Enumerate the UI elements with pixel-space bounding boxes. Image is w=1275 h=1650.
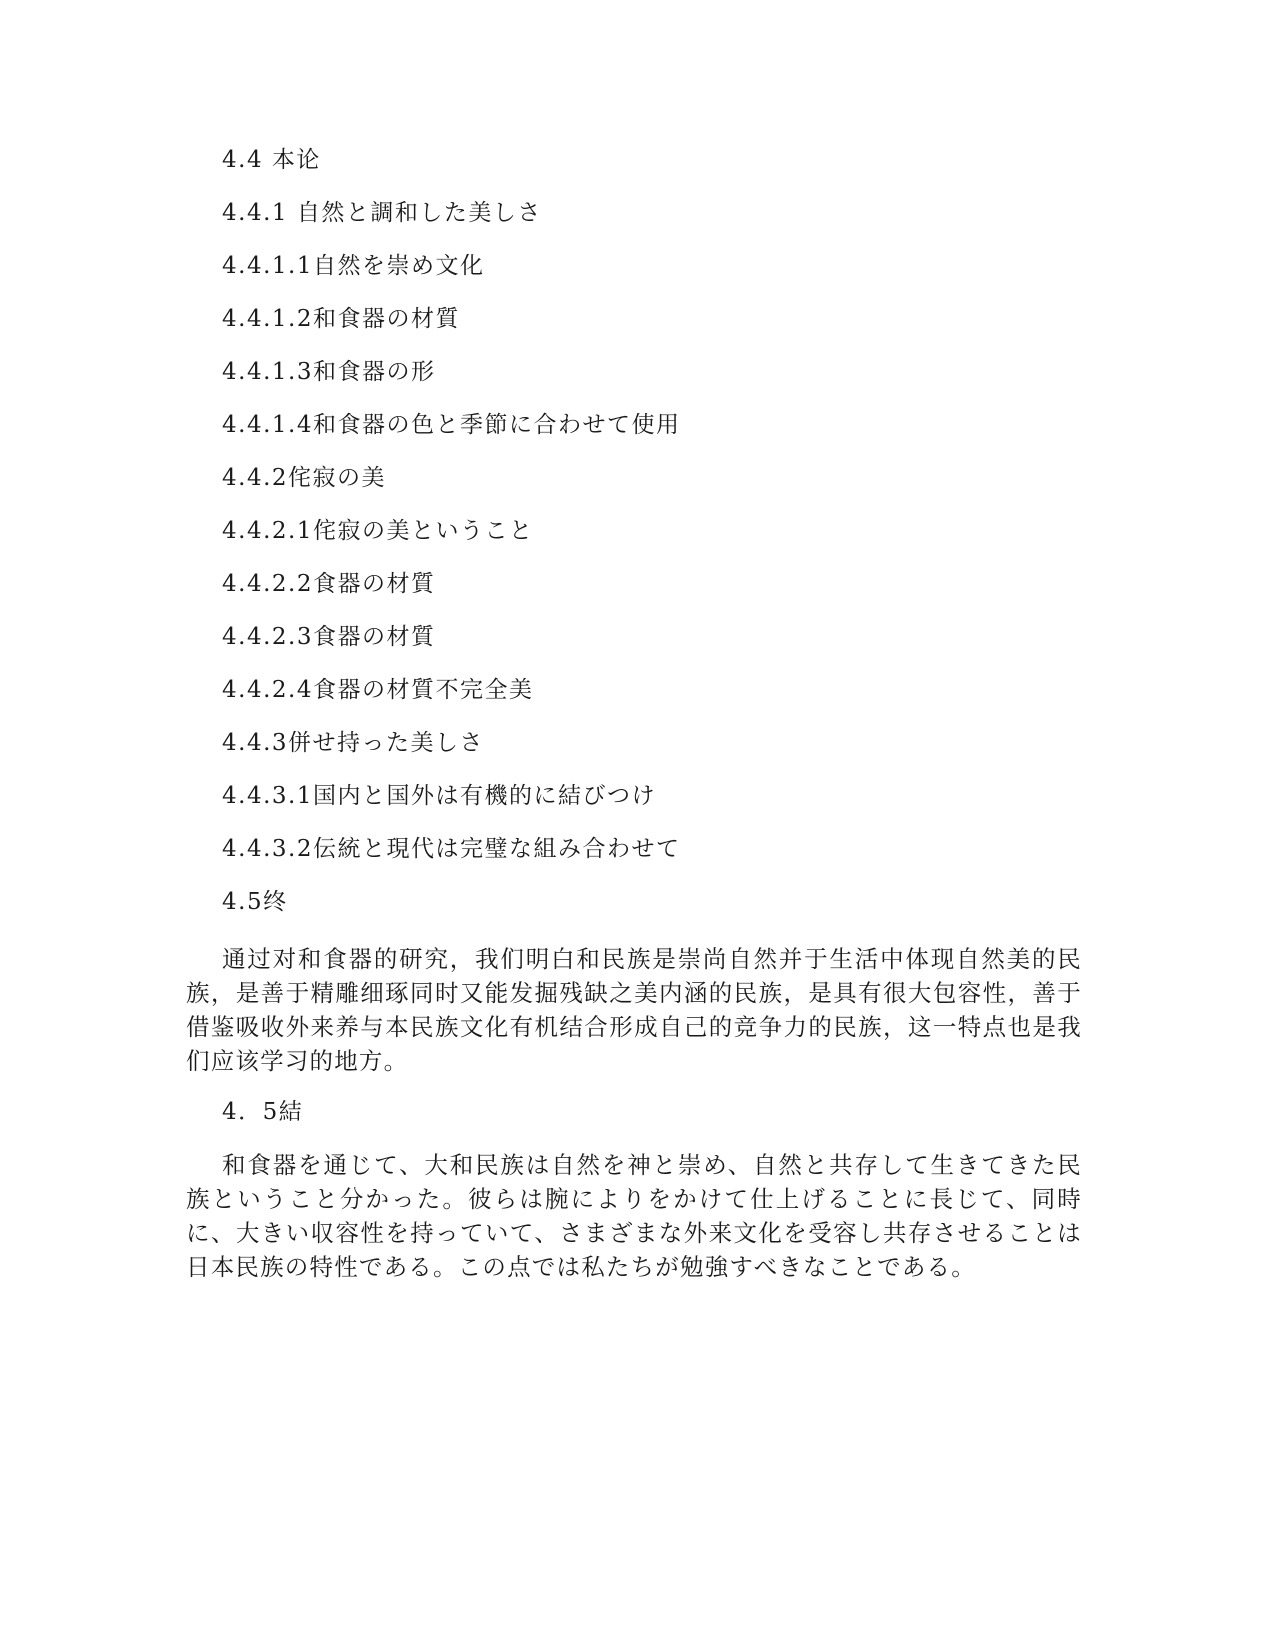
section-outline [222,148,1082,943]
outline-item: 4.4.2.2食器の材質 [222,571,436,597]
outline-item: 4.5终 [222,889,288,915]
conclusion-paragraph-japanese: 和食器を通じて、大和民族は自然を神と崇め、自然と共存して生きてきた民族ということ分かった。彼らは腕によりをかけて仕上げることに長じて、同時に、大きい収容性を持っていて、さまざまな外来文化を受容し共存させることは日本民族の特性である。この点では私たちが勉強すべきなことである。 [186,1151,1082,1281]
conclusion-paragraph-chinese: 通过对和食器的研究，我们明白和民族是崇尚自然并于生活中体现自然美的民族，是善于精雕细琢同时又能发掘残缺之美内涵的民族，是具有很大包容性，善于借鉴吸收外来养与本民族文化有机结合形成自己的竞争力的民族，这一特点也是我们应该学习的地方。 [186,945,1082,1075]
outline-item: 4.4.3併せ持った美しさ [222,730,485,756]
outline-item: 4.4.3.2伝統と現代は完璧な組み合わせて [222,836,681,862]
conclusion-heading-japanese: 4．5結 [222,1099,304,1125]
outline-item: 4.4 本论 [222,147,321,173]
outline-item: 4.4.1.2和食器の材質 [222,306,460,332]
outline-item: 4.4.2.3食器の材質 [222,624,436,650]
outline-item: 4.4.2.4食器の材質不完全美 [222,677,534,703]
outline-item: 4.4.2.1侘寂の美ということ [222,518,534,544]
outline-item: 4.4.1.1自然を崇め文化 [222,253,485,279]
outline-item: 4.4.1.4和食器の色と季節に合わせて使用 [222,412,681,438]
outline-item: 4.4.3.1国内と国外は有機的に結びつけ [222,783,656,809]
outline-item: 4.4.1 自然と調和した美しさ [222,200,542,226]
outline-item: 4.4.1.3和食器の形 [222,359,436,385]
outline-item: 4.4.2侘寂の美 [222,465,387,491]
